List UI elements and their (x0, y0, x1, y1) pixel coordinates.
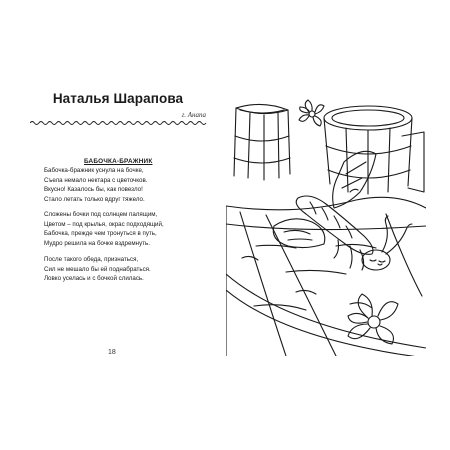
poem-line: Стало летать только вдруг тяжело. (44, 195, 145, 203)
poem-line: Сил не мешало бы ей поднабраться. (44, 265, 151, 273)
moth (273, 151, 412, 270)
poem-line: Сложены бочки под солнцем палящим, (44, 211, 158, 218)
small-flower-top (299, 100, 324, 126)
barrel-front (226, 197, 426, 356)
author-city: г. Анапа (181, 111, 206, 119)
poem-title: БАБОЧКА-БРАЖНИК (84, 158, 153, 165)
barrel-rim (226, 274, 426, 356)
poem-line: Вкусно! Казалось бы, как повезло! (44, 186, 143, 194)
poem-stanza-3 (44, 255, 151, 284)
poem-line: Цветом – под крылья, окрас подходящий, (44, 220, 164, 228)
author-name: Наталья Шарапова (52, 91, 184, 106)
big-flower (348, 294, 398, 344)
poem-line: Бабочка-бражник уснула на бочке, (44, 167, 144, 174)
decorative-wave-divider (30, 119, 208, 127)
page-number: 18 (108, 349, 116, 356)
poem-line: Ловко уселась и с бочкой слилась. (44, 275, 144, 283)
poem-stanza-2 (44, 210, 164, 248)
poem-stanza-1 (44, 166, 148, 204)
barrel-back-left (234, 104, 290, 180)
poem-line: Съела немало нектара с цветочков. (44, 176, 148, 184)
poem-line: Бабочка, прежде чем тронуться в путь, (44, 230, 157, 238)
poem-line: Мудро решила на бочке вздремнуть. (44, 239, 150, 247)
coloring-illustration (226, 96, 426, 356)
barrel-back-right (324, 106, 424, 194)
poem-line: После такого обеда, признаться, (44, 256, 139, 263)
